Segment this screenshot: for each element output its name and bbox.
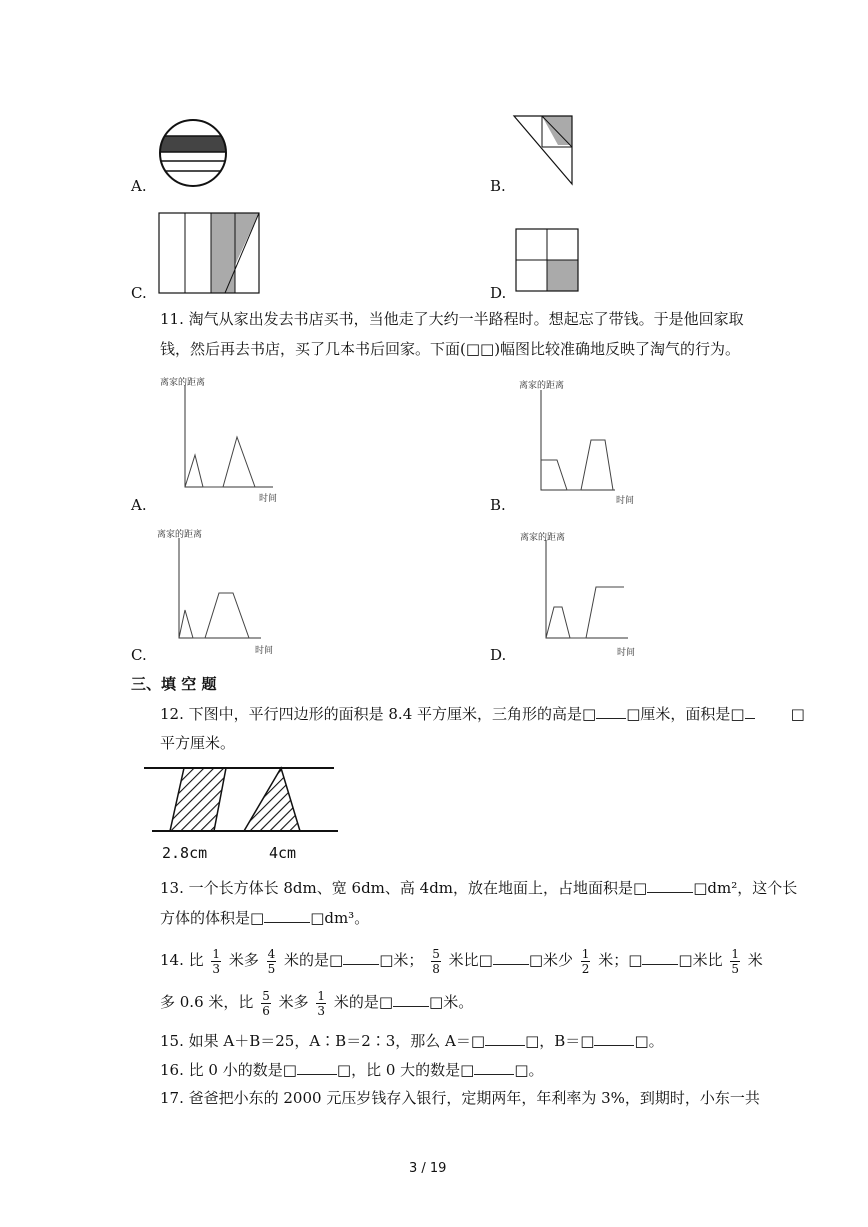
q11-line1: 11. 淘气从家出发去书店买书，当他走了大约一半路程时。想起忘了带钱。于是他回家取 <box>160 310 744 328</box>
q14-blank-3[interactable] <box>642 949 678 965</box>
fraction-1-2 <box>581 947 591 976</box>
q14-text: 米比□ <box>448 951 493 969</box>
fraction-numerator: 1 <box>317 988 326 1003</box>
q14-line2 <box>160 980 473 1024</box>
graph-b-label: B. <box>490 496 506 514</box>
q14-text: □米比 <box>678 951 723 969</box>
option-a-label: A. <box>131 177 147 195</box>
graph-c-label: C. <box>131 646 147 664</box>
q14-blank-2[interactable] <box>493 949 529 965</box>
graph-b-xlabel: 时间 <box>616 496 635 506</box>
q14-text: 米多 <box>228 951 259 969</box>
fraction-1-3b <box>316 989 326 1018</box>
q13-line2 <box>160 907 369 928</box>
graph-a-label: A. <box>131 496 147 514</box>
q12-blank-height[interactable] <box>596 703 626 719</box>
fraction-denominator: 5 <box>267 961 276 976</box>
q12-line1 <box>160 703 805 724</box>
fraction-numerator: 5 <box>262 988 270 1003</box>
graph-d-label: D. <box>490 646 507 664</box>
fraction-numerator: 5 <box>432 946 440 961</box>
q11-line2: 钱，然后再去书店，买了几本书后回家。下面(□□)幅图比较准确地反映了淘气的行为。 <box>160 340 741 358</box>
fraction-denominator: 2 <box>581 961 590 976</box>
graph-c-xlabel: 时间 <box>255 646 274 656</box>
option-d-label: D. <box>490 284 507 302</box>
q16-blank-neg[interactable] <box>297 1059 337 1075</box>
fraction-denominator: 3 <box>212 961 221 976</box>
q16-blank-pos[interactable] <box>474 1059 514 1075</box>
fraction-denominator: 8 <box>432 961 440 976</box>
graph-a-ylabel: 离家的距离 <box>160 378 206 388</box>
q12-line2: 平方厘米。 <box>160 734 236 752</box>
q13-blank-area[interactable] <box>647 877 693 893</box>
parallelogram-triangle-figure <box>140 762 340 837</box>
q16-text: 16. 比 0 小的数是□ <box>160 1061 297 1079</box>
q13-line1 <box>160 877 797 898</box>
q14-text: 14. 比 <box>160 951 204 969</box>
q14-text: 米；□ <box>598 951 643 969</box>
fraction-5-8 <box>431 947 441 976</box>
triangle-figure <box>512 114 574 186</box>
graph-a-xlabel: 时间 <box>259 494 278 504</box>
q14-text: 米的是□ <box>333 993 394 1011</box>
fraction-numerator: 1 <box>212 946 221 961</box>
q14-text: 米多 <box>278 993 309 1011</box>
rectangle-figure <box>157 211 261 295</box>
q14-text: 多 0.6 米，比 <box>160 993 254 1011</box>
q15-blank-b[interactable] <box>594 1030 634 1046</box>
q14-text: 米的是□ <box>284 951 344 969</box>
q14-blank-4[interactable] <box>393 991 429 1007</box>
section3-title: 三、填 空 题 <box>131 675 217 693</box>
graph-b <box>531 390 631 495</box>
graph-d-xlabel: 时间 <box>617 648 636 658</box>
q14-text: □米。 <box>429 993 474 1011</box>
page-number: 3 / 19 <box>409 1161 447 1176</box>
fraction-4-5 <box>267 947 277 976</box>
graph-c-ylabel: 离家的距离 <box>157 530 203 540</box>
q15-text: □。 <box>634 1032 664 1050</box>
q15-text: 15. 如果 A＋B＝25，A∶B＝2∶3，那么 A＝□ <box>160 1032 486 1050</box>
q12-text2: □厘米，面积是□ <box>626 705 745 723</box>
q14-text: □米少 <box>528 951 573 969</box>
q16-line <box>160 1059 544 1080</box>
q14-text: 米 <box>747 951 763 969</box>
q12-text1: 12. 下图中，平行四边形的面积是 8.4 平方厘米，三角形的高是□ <box>160 705 597 723</box>
circle-figure <box>158 119 230 189</box>
q12-text3: □ <box>790 705 805 723</box>
q13-text3: 方体的体积是□ <box>160 909 265 927</box>
q13-text2: □dm²，这个长 <box>693 879 798 897</box>
base-label-right: 4cm <box>269 844 297 862</box>
q13-blank-volume[interactable] <box>264 907 310 923</box>
q14-text: □米； <box>379 951 424 969</box>
q13-text1: 13. 一个长方体长 8dm、宽 6dm、高 4dm，放在地面上，占地面积是□ <box>160 879 648 897</box>
fraction-denominator: 6 <box>262 1003 270 1018</box>
q15-line <box>160 1030 664 1051</box>
option-c-label: C. <box>131 284 147 302</box>
graph-b-ylabel: 离家的距离 <box>519 381 565 391</box>
graph-d-ylabel: 离家的距离 <box>520 533 566 543</box>
option-b-label: B. <box>490 177 506 195</box>
q16-text: □。 <box>514 1061 544 1079</box>
q14-blank-1[interactable] <box>343 949 379 965</box>
q13-text4: □dm³。 <box>310 909 370 927</box>
fraction-numerator: 4 <box>267 946 276 961</box>
square-figure <box>514 227 580 293</box>
q12-blank-area[interactable] <box>745 703 755 719</box>
base-label-left: 2.8cm <box>162 844 208 862</box>
q15-blank-a[interactable] <box>485 1030 525 1046</box>
q14-line1 <box>160 938 763 982</box>
q15-text: □，B＝□ <box>525 1032 595 1050</box>
fraction-numerator: 1 <box>581 946 590 961</box>
graph-a <box>175 385 275 495</box>
fraction-1-5 <box>730 947 740 976</box>
fraction-denominator: 3 <box>317 1003 326 1018</box>
fraction-denominator: 5 <box>731 961 739 976</box>
q17-line1: 17. 爸爸把小东的 2000 元压岁钱存入银行，定期两年，年利率为 3%，到期时，小东一共 <box>160 1089 760 1107</box>
fraction-1-3 <box>211 947 221 976</box>
graph-c <box>169 538 269 643</box>
fraction-5-6 <box>261 989 271 1018</box>
graph-d <box>536 540 636 645</box>
fraction-numerator: 1 <box>731 946 739 961</box>
q16-text: □，比 0 大的数是□ <box>336 1061 475 1079</box>
